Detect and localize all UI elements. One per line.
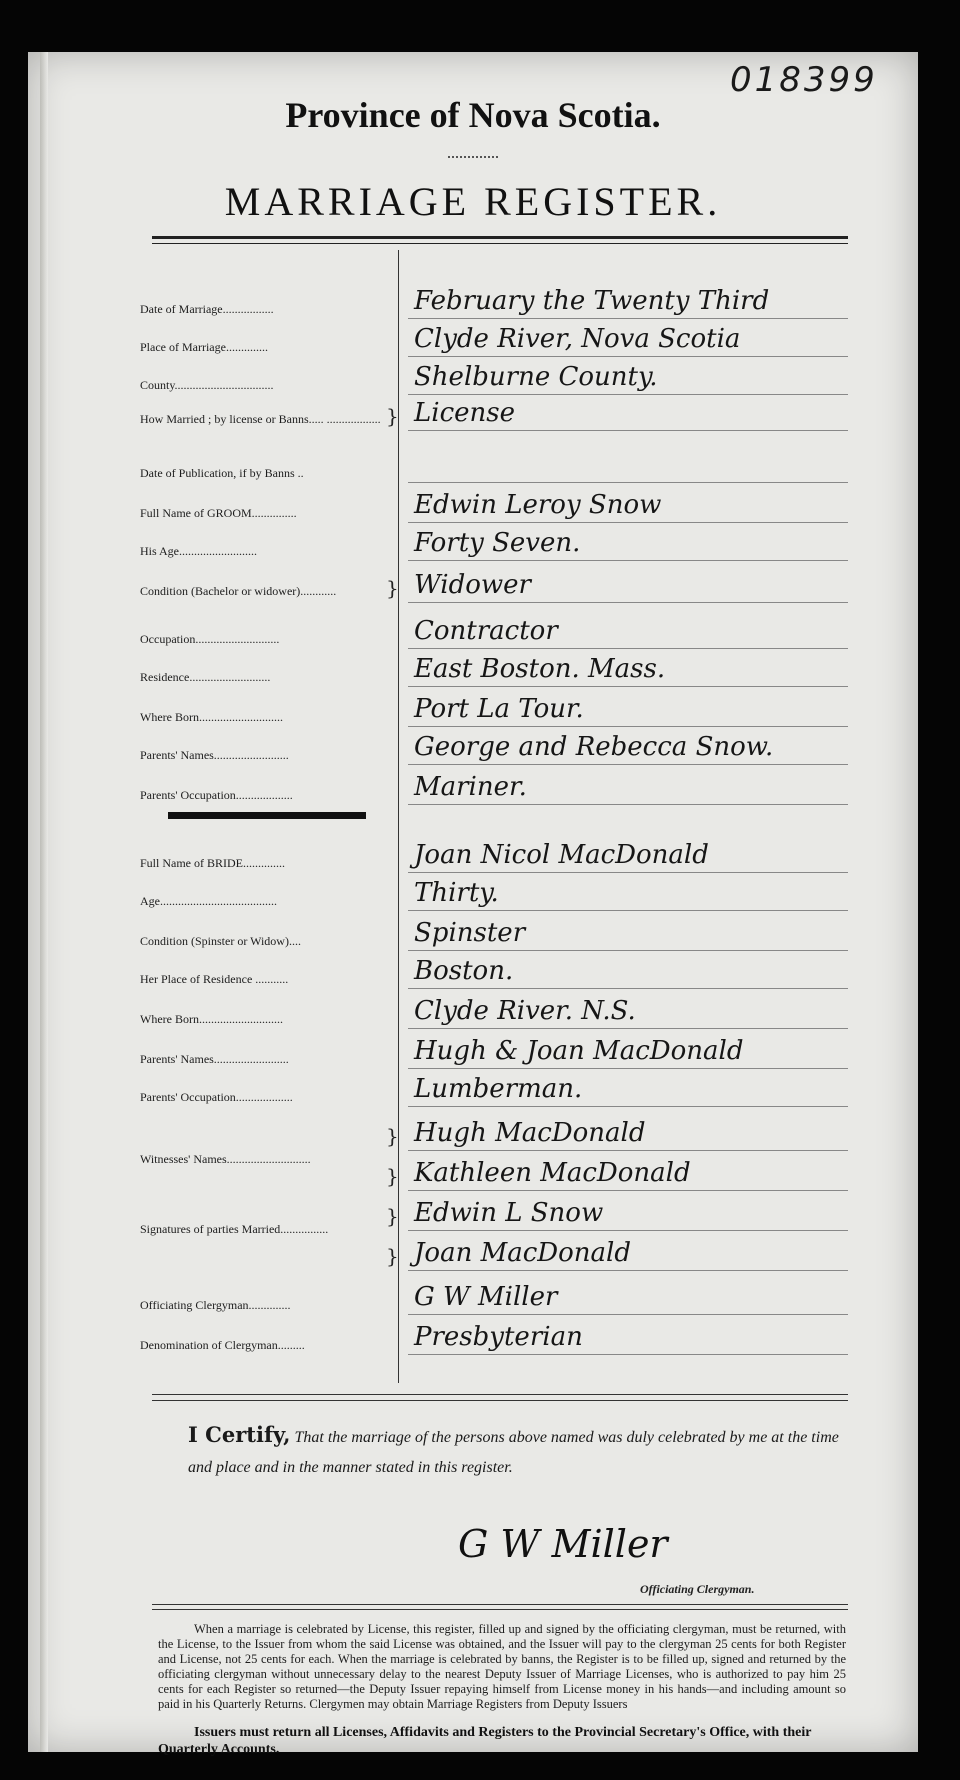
province-heading: Province of Nova Scotia.: [285, 95, 661, 135]
field-underline: [408, 602, 848, 603]
groom-bride-divider: [168, 812, 366, 819]
field-label: Date of Marriage.................: [140, 302, 274, 316]
field-value: Kathleen MacDonald: [414, 1158, 691, 1188]
register-sheet: [28, 52, 918, 1757]
field-value: Clyde River, Nova Scotia: [414, 324, 741, 354]
officiant-signature: G W Miller: [458, 1522, 668, 1566]
field-value: Thirty.: [414, 878, 499, 908]
field-label: Age.......................................: [140, 894, 277, 908]
field-value: Widower: [414, 570, 531, 600]
field-value: Lumberman.: [414, 1074, 583, 1104]
field-label: Parents' Names.........................: [140, 1052, 289, 1066]
field-label: Full Name of GROOM...............: [140, 506, 297, 520]
field-label: How Married ; by license or Banns..... ..................: [140, 412, 381, 426]
field-label: Date of Publication, if by Banns ..: [140, 466, 304, 480]
field-label: Officiating Clergyman..............: [140, 1298, 291, 1312]
field-underline: [408, 804, 848, 805]
field-underline: [408, 1106, 848, 1107]
field-value: License: [414, 398, 516, 428]
field-underline: [408, 482, 848, 483]
brace-mark: }: [386, 1124, 399, 1148]
field-value: Edwin L Snow: [414, 1198, 604, 1228]
field-label: Occupation............................: [140, 632, 280, 646]
field-label: Place of Marriage..............: [140, 340, 268, 354]
footer-rule: [152, 1604, 848, 1605]
field-value: Contractor: [414, 616, 558, 646]
field-label: Full Name of BRIDE..............: [140, 856, 285, 870]
instructions-paragraph: When a marriage is celebrated by License, this register, filled up and signed by the officiating clergyman, must be returned, with the License, to the Issuer from whom the said License was obtained, and the Issuer will pay to the clergyman 25 cents for both Register and License, not 25 cents for each. When the marriage is celebrated by banns, the Register is to be filled up, signed and returned by the officiating clergyman without unnecessary delay to the nearest Deputy Issuer of Marriage Licenses, who is authorized to pay him 25 cents for each Register so returned—the Deputy Issuer repaying himself from License money in his hands—and including amount so paid in his Quarterly Returns. Clergymen may obtain Marriage Registers from Deputy Issuers: [158, 1622, 846, 1711]
field-underline: [408, 764, 848, 765]
field-value: George and Rebecca Snow.: [414, 732, 774, 762]
title-rule-thin: [152, 243, 848, 244]
field-value: Port La Tour.: [414, 694, 584, 724]
field-underline: [408, 726, 848, 727]
field-underline: [408, 988, 848, 989]
field-value: Mariner.: [414, 772, 527, 802]
field-underline: [408, 394, 848, 395]
field-underline: [408, 1190, 848, 1191]
field-label: Parents' Occupation...................: [140, 788, 293, 802]
field-underline: [408, 1314, 848, 1315]
certify-heading: I Certify,: [188, 1422, 291, 1447]
footer-rule-thin: [152, 1609, 848, 1610]
field-value: Hugh MacDonald: [414, 1118, 646, 1148]
field-value: Boston.: [414, 956, 514, 986]
field-value: East Boston. Mass.: [414, 654, 666, 684]
field-underline: [408, 1150, 848, 1151]
field-underline: [408, 1270, 848, 1271]
ornament-dash: [448, 156, 498, 158]
field-value: Joan MacDonald: [414, 1238, 631, 1268]
brace-mark: }: [386, 1204, 399, 1228]
issuer-notice: Issuers must return all Licenses, Affidavits and Registers to the Provincial Secretary's Office, with their Quarterly Accounts.: [158, 1725, 812, 1757]
register-number: 018399: [730, 60, 878, 100]
field-underline: [408, 1028, 848, 1029]
field-underline: [408, 1230, 848, 1231]
field-value: February the Twenty Third: [414, 286, 770, 316]
field-underline: [408, 522, 848, 523]
field-label: Where Born............................: [140, 1012, 283, 1026]
brace-mark: }: [386, 1164, 399, 1188]
field-label: Where Born............................: [140, 710, 283, 724]
field-label: Condition (Spinster or Widow)....: [140, 934, 301, 948]
certification: [188, 1420, 858, 1483]
field-value: Spinster: [414, 918, 526, 948]
field-underline: [408, 356, 848, 357]
field-value: Clyde River. N.S.: [414, 996, 636, 1026]
field-label: Parents' Names.........................: [140, 748, 289, 762]
field-underline: [408, 560, 848, 561]
field-value: Hugh & Joan MacDonald: [414, 1036, 744, 1066]
paper-edge: [40, 52, 48, 1752]
field-underline: [408, 686, 848, 687]
field-value: Presbyterian: [414, 1322, 583, 1352]
field-value: Shelburne County.: [414, 362, 658, 392]
field-value: Forty Seven.: [414, 528, 581, 558]
field-label: His Age..........................: [140, 544, 257, 558]
officiant-caption: Officiating Clergyman.: [640, 1582, 755, 1596]
field-value: Edwin Leroy Snow: [414, 490, 662, 520]
field-underline: [408, 318, 848, 319]
field-underline: [408, 1354, 848, 1355]
brace-mark: }: [386, 576, 399, 600]
field-label: Signatures of parties Married................: [140, 1222, 329, 1236]
field-underline: [408, 648, 848, 649]
brace-mark: }: [386, 1244, 399, 1268]
field-value: Joan Nicol MacDonald: [414, 840, 709, 870]
field-underline: [408, 430, 848, 431]
certify-text: That the marriage of the persons above named was duly celebrated by me at the time and place and in the manner stated in this register.: [188, 1429, 839, 1476]
title-rule: [152, 236, 848, 239]
field-label: Her Place of Residence ...........: [140, 972, 289, 986]
field-label: Condition (Bachelor or widower)............: [140, 584, 337, 598]
field-label: County.................................: [140, 378, 274, 392]
section-rule-thin: [152, 1400, 848, 1401]
document-title: MARRIAGE REGISTER.: [224, 179, 722, 224]
field-value: G W Miller: [414, 1282, 558, 1312]
field-underline: [408, 872, 848, 873]
section-rule: [152, 1394, 848, 1395]
field-label: Denomination of Clergyman.........: [140, 1338, 305, 1352]
field-underline: [408, 1068, 848, 1069]
field-underline: [408, 950, 848, 951]
field-label: Residence...........................: [140, 670, 271, 684]
field-label: Parents' Occupation...................: [140, 1090, 293, 1104]
field-label: Witnesses' Names............................: [140, 1152, 311, 1166]
brace-mark: }: [386, 404, 399, 428]
field-underline: [408, 910, 848, 911]
